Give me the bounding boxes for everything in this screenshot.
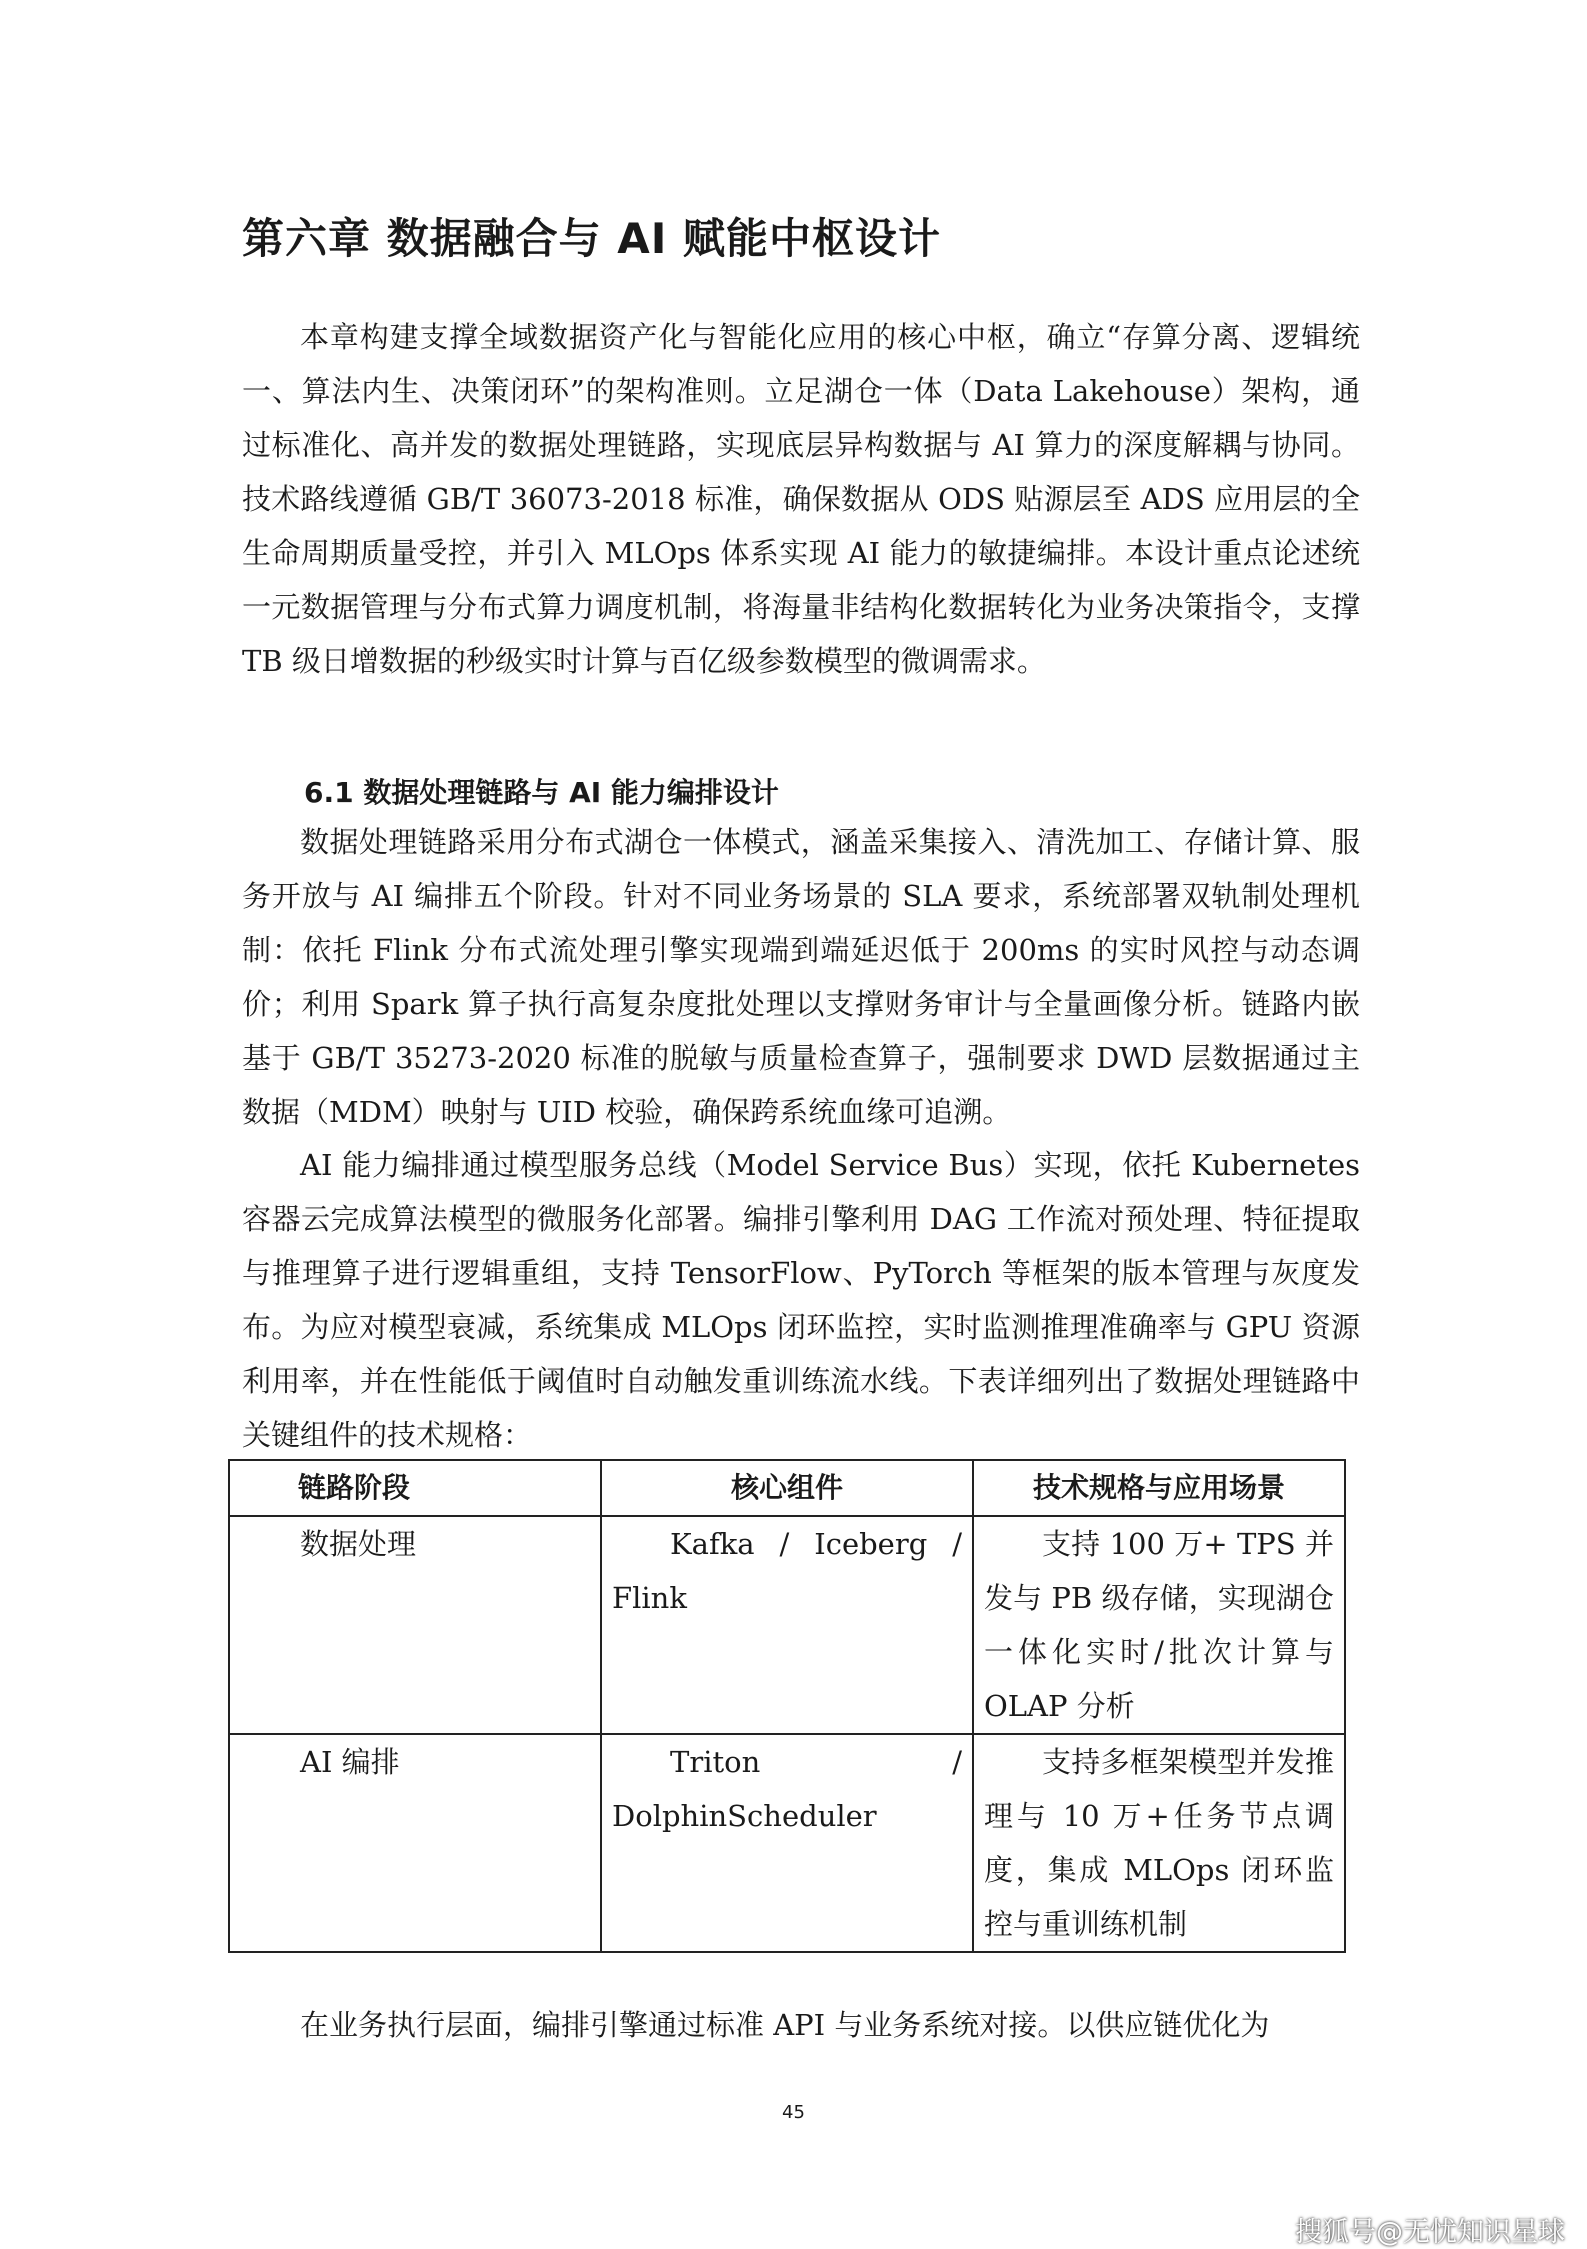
table-cell-spec: 支持 100 万+ TPS 并发与 PB 级存储，实现湖仓一体化实时/批次计算与 OLAP 分析	[973, 1516, 1345, 1734]
table-row	[229, 1516, 1345, 1734]
table-cell-stage: 数据处理	[229, 1516, 601, 1734]
page-number: 45	[782, 2102, 805, 2123]
table-cell-components: Triton / DolphinScheduler	[601, 1734, 973, 1952]
section-heading: 6.1 数据处理链路与 AI 能力编排设计	[304, 776, 779, 809]
body-paragraph-2: 数据处理链路采用分布式湖仓一体模式，涵盖采集接入、清洗加工、存储计算、服务开放与 AI 编排五个阶段。针对不同业务场景的 SLA 要求，系统部署双轨制处理机制：依托 Flink 分布式流处理引擎实现端到端延迟低于 200ms 的实时风控与动态调价；利用 Spark 算子执行高复杂度批处理以支撑财务审计与全量画像分析。链路内嵌基于 GB/T 35273-2020 标准的脱敏与质量检查算子，强制要求 DWD 层数据通过主数据（MDM）映射与 UID 校验，确保跨系统血缘可追溯。	[242, 825, 1360, 1129]
table-cell-spec: 支持多框架模型并发推理与 10 万+任务节点调度，集成 MLOps 闭环监控与重训练机制	[973, 1734, 1345, 1952]
table-header-cell: 核心组件	[601, 1460, 973, 1516]
table-row	[229, 1734, 1345, 1952]
table-header-cell: 链路阶段	[229, 1460, 601, 1516]
table-header-cell: 技术规格与应用场景	[973, 1460, 1345, 1516]
table-cell-stage: AI 编排	[229, 1734, 601, 1952]
table-header-row	[229, 1460, 1345, 1516]
body-paragraph-3: AI 能力编排通过模型服务总线（Model Service Bus）实现，依托 Kubernetes 容器云完成算法模型的微服务化部署。编排引擎利用 DAG 工作流对预处理、特征提取与推理算子进行逻辑重组，支持 TensorFlow、PyTorch 等框架的版本管理与灰度发布。为应对模型衰减，系统集成 MLOps 闭环监控，实时监测推理准确率与 GPU 资源利用率，并在性能低于阈值时自动触发重训练流水线。下表详细列出了数据处理链路中关键组件的技术规格：	[242, 1148, 1360, 1452]
table-cell-components: Kafka / Iceberg / Flink	[601, 1516, 973, 1734]
chapter-title: 第六章 数据融合与 AI 赋能中枢设计	[242, 214, 941, 263]
component-spec-table	[228, 1459, 1346, 1953]
watermark-text: 搜狐号@无忧知识星球	[1295, 2217, 1565, 2248]
intro-paragraph: 本章构建支撑全域数据资产化与智能化应用的核心中枢，确立“存算分离、逻辑统一、算法内生、决策闭环”的架构准则。立足湖仓一体（Data Lakehouse）架构，通过标准化、高并发的数据处理链路，实现底层异构数据与 AI 算力的深度解耦与协同。技术路线遵循 GB/T 36073-2018 标准，确保数据从 ODS 贴源层至 ADS 应用层的全生命周期质量受控，并引入 MLOps 体系实现 AI 能力的敏捷编排。本设计重点论述统一元数据管理与分布式算力调度机制，将海量非结构化数据转化为业务决策指令，支撑 TB 级日增数据的秒级实时计算与百亿级参数模型的微调需求。	[242, 320, 1360, 678]
body-paragraph-4: 在业务执行层面，编排引擎通过标准 API 与业务系统对接。以供应链优化为	[300, 2008, 1270, 2042]
